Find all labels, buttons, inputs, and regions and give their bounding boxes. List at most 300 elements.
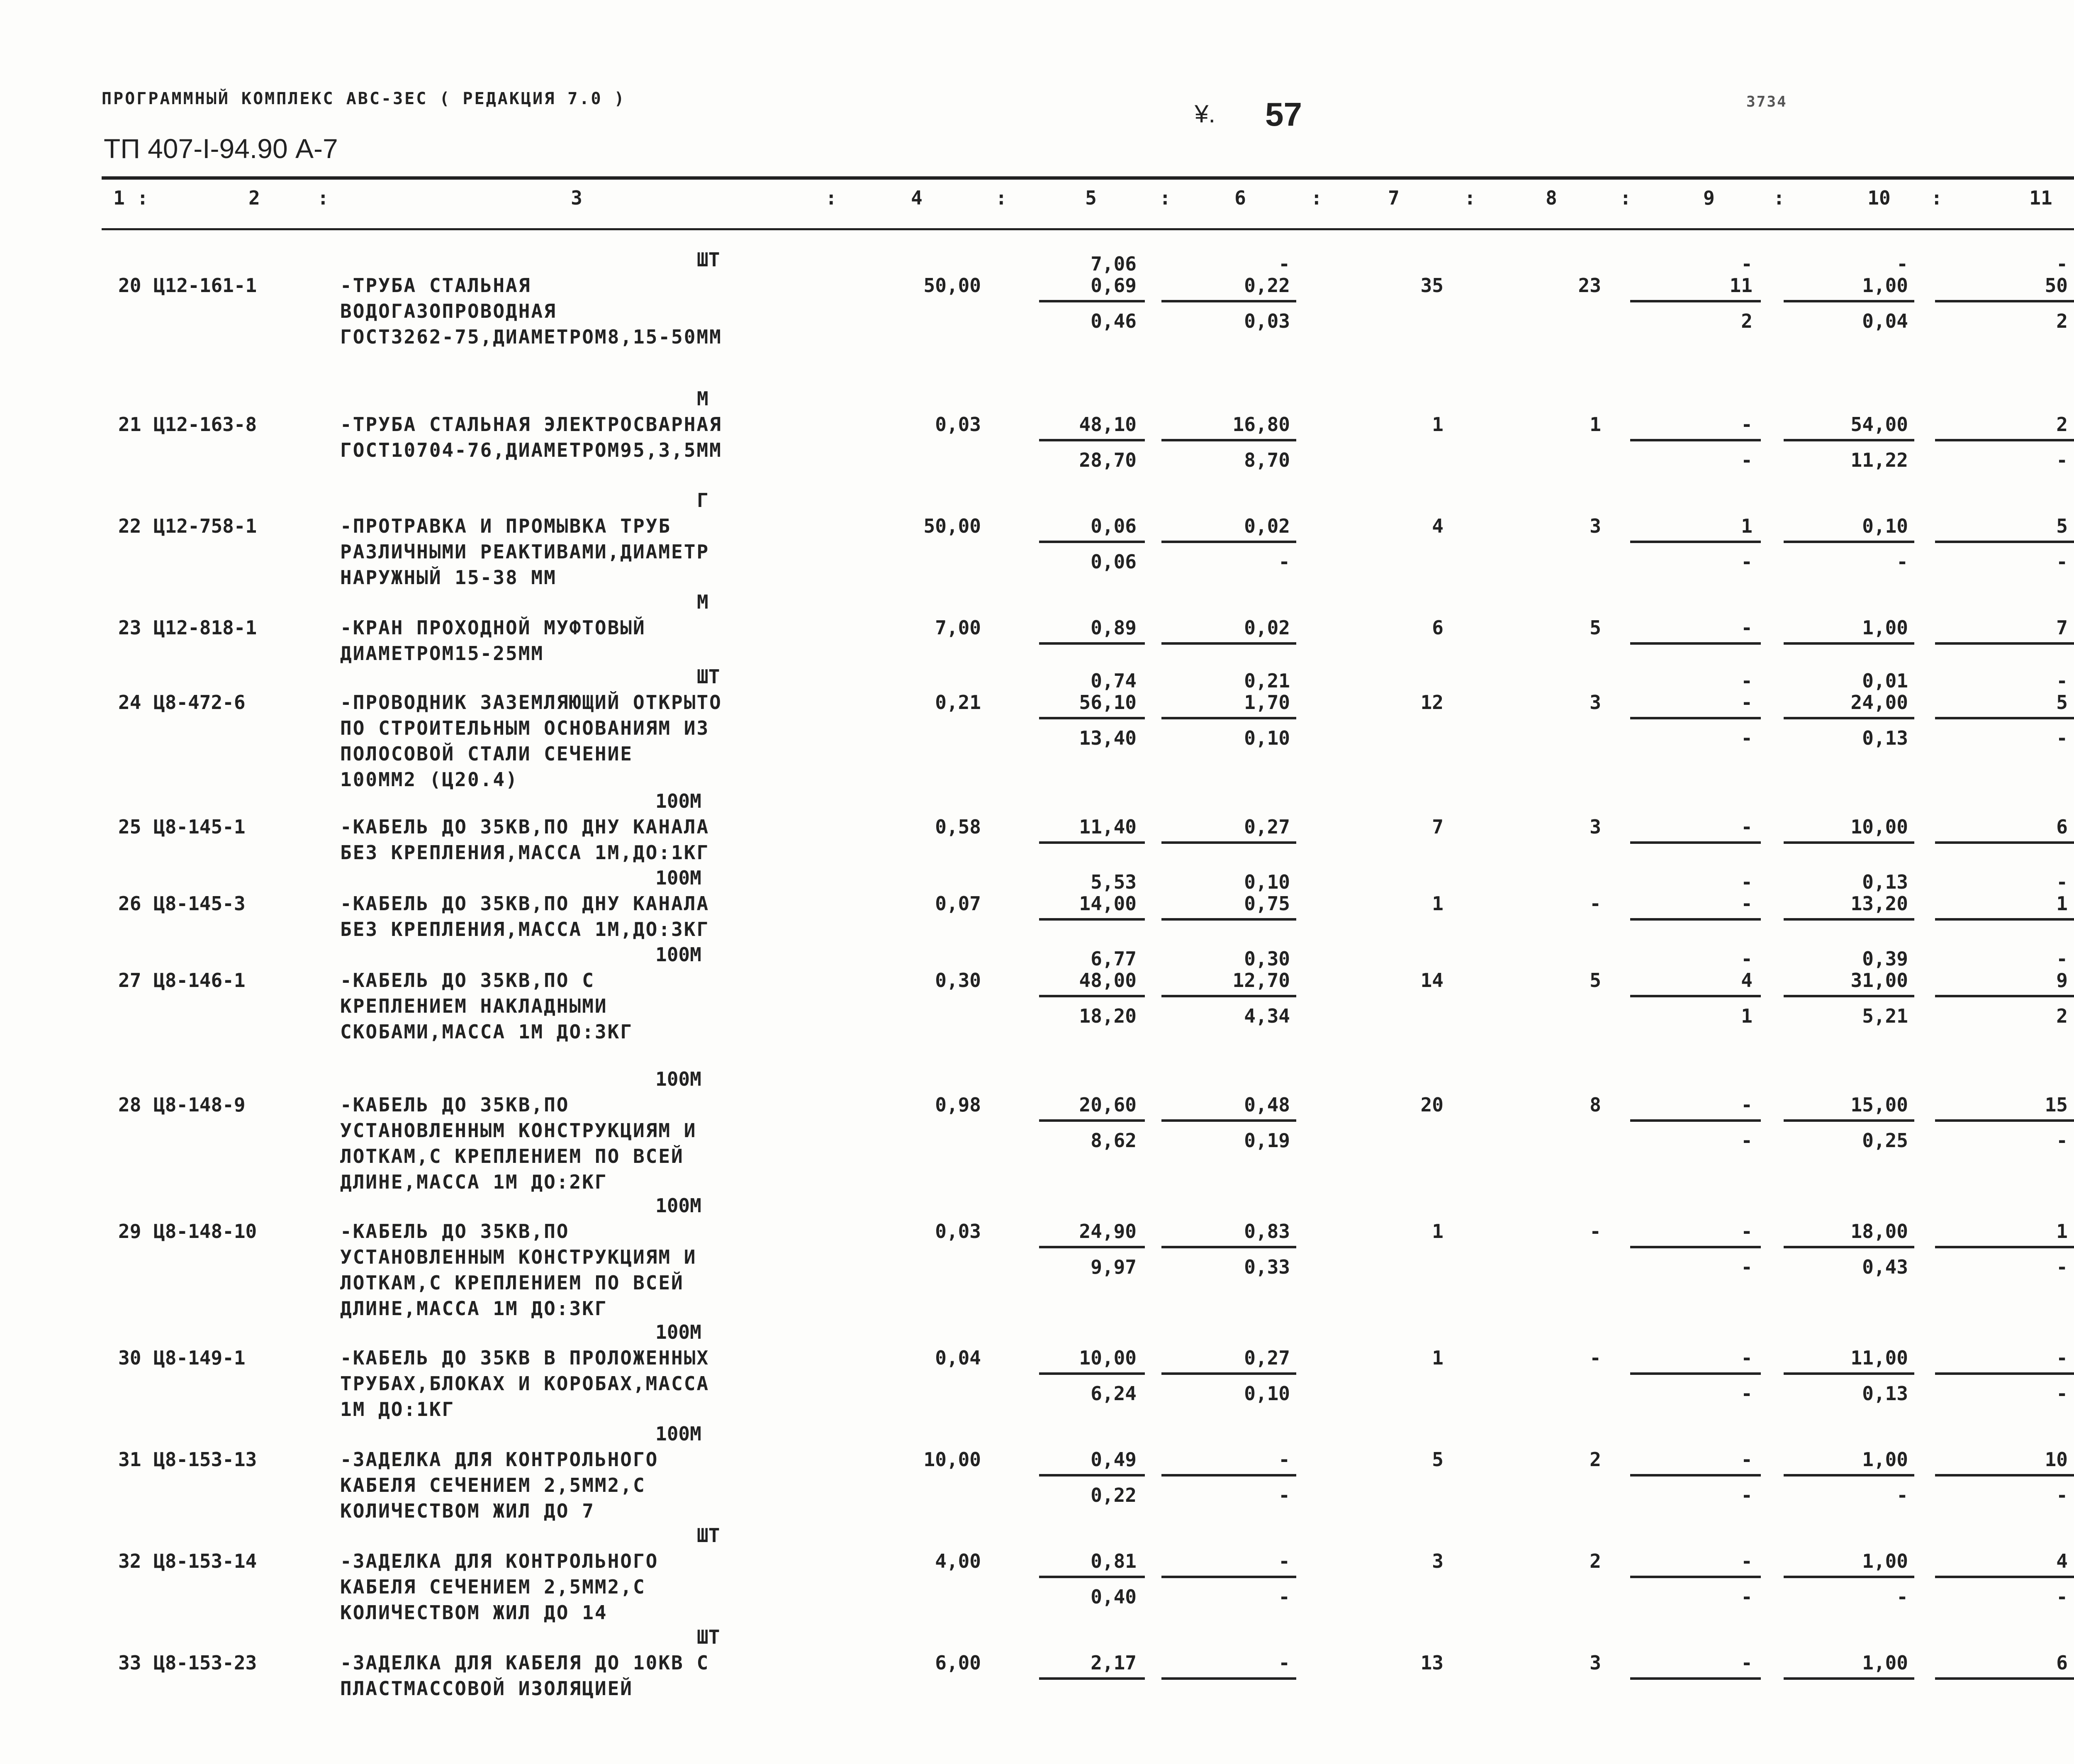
value-col-6: 0,27 [1244,816,1290,838]
rate-code: Ц8-148-9 [153,1094,246,1116]
secondary-value: - [1896,551,1908,573]
value-underline [1039,1372,1145,1375]
value-underline [1784,1372,1914,1375]
value-underline [1161,1474,1296,1476]
secondary-value: 0,19 [1244,1129,1290,1152]
value-underline [1784,1246,1914,1248]
item-name-line: КОЛИЧЕСТВОМ ЖИЛ ДО 14 [340,1601,608,1624]
value-col-8: 8 [1590,1094,1601,1116]
secondary-value: 1 [1741,1005,1753,1027]
column-header-3: 3 [571,187,582,209]
program-header: ПРОГРАММНЫЙ КОМПЛЕКС АВС-3ЕС ( РЕДАКЦИЯ 7.0 ) [102,89,626,108]
page-mark: ¥. [1195,100,1216,128]
value-underline [1630,1677,1761,1680]
item-name-line: -КАБЕЛЬ ДО 35КВ,ПО ДНУ КАНАЛА [340,892,710,915]
secondary-value: - [1741,1129,1753,1152]
value-col-9: - [1741,413,1753,436]
value-col-8: 23 [1578,274,1601,297]
value-col-9: - [1741,1347,1753,1369]
secondary-value: - [1741,727,1753,749]
value-col-11: 2 [2056,413,2068,436]
item-name-line: БЕЗ КРЕПЛЕНИЯ,МАССА 1М,ДО:3КГ [340,918,710,940]
item-name-line: ЛОТКАМ,С КРЕПЛЕНИЕМ ПО ВСЕЙ [340,1272,684,1294]
value-col-11: 1 [2056,1220,2068,1243]
value-col-8: 3 [1590,691,1601,714]
item-name-line: ПОЛОСОВОЙ СТАЛИ СЕЧЕНИЕ [340,743,633,765]
column-separator: : [1773,187,1785,209]
value-underline [1935,300,2074,302]
value-col-7: 4 [1432,515,1444,537]
value-col-10: 10,00 [1850,816,1908,838]
value-col-7: 12 [1420,691,1444,714]
value-underline [1630,439,1761,441]
item-name-line: ДЛИНЕ,МАССА 1М ДО:3КГ [340,1297,608,1320]
secondary-value: 0,13 [1862,1382,1908,1405]
secondary-value: 13,40 [1079,727,1137,749]
item-name-line: БЕЗ КРЕПЛЕНИЯ,МАССА 1М,ДО:1КГ [340,841,710,864]
secondary-value: 8,62 [1091,1129,1137,1152]
value-col-5: 48,10 [1079,413,1137,436]
value-col-4: 50,00 [923,274,981,297]
value-col-8: 1 [1590,413,1601,436]
item-name-line: -ПРОВОДНИК ЗАЗЕМЛЯЮЩИЙ ОТКРЫТО [340,691,722,714]
value-underline [1161,1677,1296,1680]
aux-value: - [1741,253,1753,275]
value-col-11: 7 [2056,616,2068,639]
value-col-7: 1 [1432,1220,1444,1243]
value-underline [1039,300,1145,302]
value-col-9: 4 [1741,969,1753,992]
value-col-4: 0,21 [935,691,981,714]
secondary-value: - [2056,1129,2068,1152]
secondary-value: 0,06 [1091,551,1137,573]
aux-value: - [2056,871,2068,893]
column-separator: : [1620,187,1631,209]
unit-label: М [697,387,708,410]
unit-label: 100М [655,1321,701,1343]
aux-value: 0,01 [1862,670,1908,692]
value-col-7: 1 [1432,413,1444,436]
secondary-value: 2 [1741,310,1753,332]
aux-value: 5,53 [1091,871,1137,893]
item-name-line: -КРАН ПРОХОДНОЙ МУФТОВЫЙ [340,616,646,639]
value-col-7: 3 [1432,1550,1444,1572]
value-col-9: - [1741,1094,1753,1116]
value-underline [1161,1246,1296,1248]
row-number: 22 [118,515,141,537]
rate-code: Ц8-149-1 [153,1347,246,1369]
value-col-7: 14 [1420,969,1444,992]
item-name-line: -ТРУБА СТАЛЬНАЯ [340,274,531,297]
secondary-value: - [2056,551,2068,573]
value-col-4: 50,00 [923,515,981,537]
rate-code: Ц8-472-6 [153,691,246,714]
unit-label: 100М [655,867,701,889]
value-underline [1784,1576,1914,1578]
item-name-line: КАБЕЛЯ СЕЧЕНИЕМ 2,5ММ2,С [340,1474,646,1496]
value-underline [1039,1246,1145,1248]
value-underline [1784,642,1914,645]
unit-label: 100М [655,943,701,966]
value-col-6: - [1278,1652,1290,1674]
value-col-7: 5 [1432,1448,1444,1471]
item-name-line: КОЛИЧЕСТВОМ ЖИЛ ДО 7 [340,1500,595,1522]
row-number: 33 [118,1652,141,1674]
value-underline [1935,1119,2074,1122]
item-name-line: СКОБАМИ,МАССА 1М ДО:3КГ [340,1021,633,1043]
value-col-10: 1,00 [1862,616,1908,639]
value-col-6: 16,80 [1232,413,1290,436]
value-col-11: 9 [2056,969,2068,992]
column-header-8: 8 [1546,187,1557,209]
value-col-9: - [1741,616,1753,639]
value-underline [1935,717,2074,719]
value-underline [1039,717,1145,719]
value-col-10: 24,00 [1850,691,1908,714]
item-name-line: -КАБЕЛЬ ДО 35КВ,ПО ДНУ КАНАЛА [340,816,710,838]
unit-label: 100М [655,1194,701,1217]
rate-code: Ц12-163-8 [153,413,257,436]
secondary-value: - [2056,449,2068,471]
value-col-5: 10,00 [1079,1347,1137,1369]
unit-label: ШТ [697,249,720,271]
item-name-line: 1М ДО:1КГ [340,1398,455,1420]
value-col-4: 0,07 [935,892,981,915]
row-number: 30 [118,1347,141,1369]
item-name-line: ГОСТ3262-75,ДИАМЕТРОМ8,15-50ММ [340,326,722,348]
value-col-8: 5 [1590,616,1601,639]
value-col-9: - [1741,1448,1753,1471]
item-name-line: -ЗАДЕЛКА ДЛЯ КАБЕЛЯ ДО 10КВ С [340,1652,710,1674]
value-underline [1630,1246,1761,1248]
value-col-4: 0,03 [935,413,981,436]
secondary-value: 8,70 [1244,449,1290,471]
value-underline [1630,1372,1761,1375]
value-underline [1935,995,2074,997]
value-underline [1161,918,1296,921]
value-col-5: 0,49 [1091,1448,1137,1471]
aux-value: - [2056,948,2068,970]
column-separator: : [137,187,148,209]
project-code: ТП 407-I-94.90 А-7 [104,133,338,164]
value-underline [1039,918,1145,921]
row-number: 32 [118,1550,141,1572]
row-number: 31 [118,1448,141,1471]
secondary-value: 0,04 [1862,310,1908,332]
value-col-10: 54,00 [1850,413,1908,436]
value-col-11: 10 [2045,1448,2068,1471]
value-col-5: 2,17 [1091,1652,1137,1674]
value-underline [1161,642,1296,645]
value-col-4: 7,00 [935,616,981,639]
item-name-line: ПЛАСТМАССОВОЙ ИЗОЛЯЦИЕЙ [340,1677,633,1700]
secondary-value: 0,03 [1244,310,1290,332]
value-underline [1784,541,1914,543]
value-col-10: 15,00 [1850,1094,1908,1116]
column-separator: : [825,187,837,209]
value-col-5: 0,81 [1091,1550,1137,1572]
secondary-value: - [1741,551,1753,573]
value-underline [1784,300,1914,302]
value-underline [1630,1474,1761,1476]
rate-code: Ц12-758-1 [153,515,257,537]
value-col-9: 1 [1741,515,1753,537]
unit-label: ШТ [697,1626,720,1648]
value-col-8: 3 [1590,1652,1601,1674]
value-col-7: 7 [1432,816,1444,838]
aux-value: - [2056,253,2068,275]
item-name-line: ГОСТ10704-76,ДИАМЕТРОМ95,3,5ММ [340,439,722,461]
value-underline [1935,1677,2074,1680]
column-separator: : [1931,187,1943,209]
value-col-9: - [1741,892,1753,915]
item-name-line: ЛОТКАМ,С КРЕПЛЕНИЕМ ПО ВСЕЙ [340,1145,684,1167]
rate-code: Ц12-818-1 [153,616,257,639]
column-header-9: 9 [1703,187,1715,209]
item-name-line: КАБЕЛЯ СЕЧЕНИЕМ 2,5ММ2,С [340,1576,646,1598]
value-col-5: 20,60 [1079,1094,1137,1116]
value-col-11: 50 [2045,274,2068,297]
value-underline [1039,541,1145,543]
value-col-10: 13,20 [1850,892,1908,915]
aux-value: 7,06 [1091,253,1137,275]
unit-label: ШТ [697,1524,720,1547]
rate-code: Ц8-145-1 [153,816,246,838]
value-underline [1161,717,1296,719]
secondary-value: 0,22 [1091,1484,1137,1506]
value-col-8: 2 [1590,1550,1601,1572]
item-name-line: КРЕПЛЕНИЕМ НАКЛАДНЫМИ [340,995,608,1017]
value-underline [1630,1119,1761,1122]
value-underline [1630,642,1761,645]
unit-label: 100М [655,1068,701,1090]
value-col-10: 11,00 [1850,1347,1908,1369]
secondary-value: 0,33 [1244,1256,1290,1278]
value-col-8: - [1590,1347,1601,1369]
secondary-value: 0,43 [1862,1256,1908,1278]
value-col-6: 0,02 [1244,616,1290,639]
rate-code: Ц12-161-1 [153,274,257,297]
value-underline [1784,1677,1914,1680]
row-number: 27 [118,969,141,992]
value-col-10: 0,10 [1862,515,1908,537]
value-col-7: 13 [1420,1652,1444,1674]
value-col-11: 4 [2056,1550,2068,1572]
row-number: 23 [118,616,141,639]
item-name-line: УСТАНОВЛЕННЫМ КОНСТРУКЦИЯМ И [340,1246,697,1268]
value-underline [1161,841,1296,844]
unit-label: 100М [655,790,701,812]
aux-value: 0,39 [1862,948,1908,970]
item-name-line: -ПРОТРАВКА И ПРОМЫВКА ТРУБ [340,515,672,537]
aux-value: 6,77 [1091,948,1137,970]
aux-value: 0,21 [1244,670,1290,692]
value-col-8: - [1590,1220,1601,1243]
aux-value: - [1741,948,1753,970]
value-col-8: 5 [1590,969,1601,992]
value-col-10: 18,00 [1850,1220,1908,1243]
rate-code: Ц8-153-14 [153,1550,257,1572]
value-col-5: 14,00 [1079,892,1137,915]
value-col-11: - [2056,1347,2068,1369]
row-number: 24 [118,691,141,714]
value-col-4: 0,04 [935,1347,981,1369]
value-col-9: - [1741,816,1753,838]
value-col-9: 11 [1729,274,1753,297]
value-underline [1935,918,2074,921]
value-underline [1935,1576,2074,1578]
value-underline [1935,439,2074,441]
value-underline [1630,918,1761,921]
value-col-11: 6 [2056,1652,2068,1674]
secondary-value: 5,21 [1862,1005,1908,1027]
value-underline [1630,717,1761,719]
secondary-value: - [1741,1382,1753,1405]
value-underline [1784,717,1914,719]
value-col-9: - [1741,1550,1753,1572]
value-col-10: 1,00 [1862,274,1908,297]
column-header-7: 7 [1388,187,1400,209]
value-col-4: 4,00 [935,1550,981,1572]
value-col-9: - [1741,1652,1753,1674]
secondary-value: 0,10 [1244,1382,1290,1405]
row-number: 29 [118,1220,141,1243]
value-underline [1161,541,1296,543]
value-underline [1161,1119,1296,1122]
value-underline [1161,1576,1296,1578]
rate-code: Ц8-153-23 [153,1652,257,1674]
value-col-5: 24,90 [1079,1220,1137,1243]
value-col-6: 0,83 [1244,1220,1290,1243]
value-col-8: 2 [1590,1448,1601,1471]
aux-value: - [1278,253,1290,275]
secondary-value: 0,25 [1862,1129,1908,1152]
item-name-line: -КАБЕЛЬ ДО 35КВ,ПО С [340,969,595,992]
value-underline [1161,1372,1296,1375]
value-col-9: - [1741,691,1753,714]
value-col-4: 10,00 [923,1448,981,1471]
item-name-line: РАЗЛИЧНЫМИ РЕАКТИВАМИ,ДИАМЕТР [340,541,710,563]
aux-value: 0,13 [1862,871,1908,893]
secondary-value: 9,97 [1091,1256,1137,1278]
value-col-6: - [1278,1448,1290,1471]
value-underline [1161,995,1296,997]
secondary-value: 0,46 [1091,310,1137,332]
value-col-6: 0,75 [1244,892,1290,915]
value-col-6: - [1278,1550,1290,1572]
unit-label: ШТ [697,665,720,688]
secondary-value: - [1278,1586,1290,1608]
column-separator: : [1159,187,1171,209]
value-underline [1784,995,1914,997]
value-col-9: - [1741,1220,1753,1243]
aux-value: - [1741,871,1753,893]
value-col-10: 31,00 [1850,969,1908,992]
value-col-11: 6 [2056,816,2068,838]
top-rule [102,176,2074,180]
value-col-10: 1,00 [1862,1550,1908,1572]
unit-label: М [697,591,708,613]
value-col-7: 1 [1432,892,1444,915]
value-col-10: 1,00 [1862,1448,1908,1471]
column-header-6: 6 [1234,187,1246,209]
value-col-5: 11,40 [1079,816,1137,838]
value-underline [1630,1576,1761,1578]
value-underline [1784,439,1914,441]
secondary-value: - [1741,449,1753,471]
secondary-value: 2 [2056,310,2068,332]
value-col-4: 0,30 [935,969,981,992]
item-name-line: ПО СТРОИТЕЛЬНЫМ ОСНОВАНИЯМ ИЗ [340,717,710,739]
secondary-value: - [1741,1586,1753,1608]
value-col-10: 1,00 [1862,1652,1908,1674]
secondary-value: - [2056,1586,2068,1608]
secondary-value: 11,22 [1850,449,1908,471]
value-underline [1935,1246,2074,1248]
item-name-line: -КАБЕЛЬ ДО 35КВ,ПО [340,1220,570,1243]
secondary-value: - [2056,1382,2068,1405]
value-underline [1935,541,2074,543]
value-col-4: 0,58 [935,816,981,838]
aux-value: - [1741,670,1753,692]
column-header-5: 5 [1085,187,1097,209]
corner-mark: 3734 [1746,93,1787,110]
secondary-value: 6,24 [1091,1382,1137,1405]
value-underline [1935,841,2074,844]
item-name-line: -КАБЕЛЬ ДО 35КВ В ПРОЛОЖЕННЫХ [340,1347,710,1369]
value-col-4: 0,03 [935,1220,981,1243]
secondary-value: 18,20 [1079,1005,1137,1027]
aux-value: 0,74 [1091,670,1137,692]
value-col-5: 0,89 [1091,616,1137,639]
value-underline [1039,439,1145,441]
aux-value: 0,10 [1244,871,1290,893]
value-col-6: 0,48 [1244,1094,1290,1116]
column-separator: : [317,187,329,209]
value-underline [1039,1119,1145,1122]
value-col-6: 0,02 [1244,515,1290,537]
value-col-5: 0,06 [1091,515,1137,537]
column-separator: : [1464,187,1476,209]
secondary-value: - [1896,1586,1908,1608]
secondary-value: - [2056,727,2068,749]
value-col-8: 3 [1590,515,1601,537]
row-number: 20 [118,274,141,297]
rate-code: Ц8-145-3 [153,892,246,915]
value-underline [1630,841,1761,844]
secondary-value: - [1896,1484,1908,1506]
secondary-value: 4,34 [1244,1005,1290,1027]
value-col-11: 1 [2056,892,2068,915]
value-underline [1039,642,1145,645]
item-name-line: -ЗАДЕЛКА ДЛЯ КОНТРОЛЬНОГО [340,1448,659,1471]
value-underline [1039,1677,1145,1680]
value-underline [1630,541,1761,543]
item-name-line: -ТРУБА СТАЛЬНАЯ ЭЛЕКТРОСВАРНАЯ [340,413,722,436]
value-col-8: - [1590,892,1601,915]
secondary-value: - [1741,1256,1753,1278]
value-underline [1784,918,1914,921]
value-col-7: 6 [1432,616,1444,639]
item-name-line: 100ММ2 (Ц20.4) [340,768,518,791]
value-underline [1784,841,1914,844]
secondary-value: - [1278,551,1290,573]
column-header-4: 4 [911,187,923,209]
item-name-line: -КАБЕЛЬ ДО 35КВ,ПО [340,1094,570,1116]
value-col-6: 0,22 [1244,274,1290,297]
column-separator: : [996,187,1007,209]
secondary-value: 0,10 [1244,727,1290,749]
